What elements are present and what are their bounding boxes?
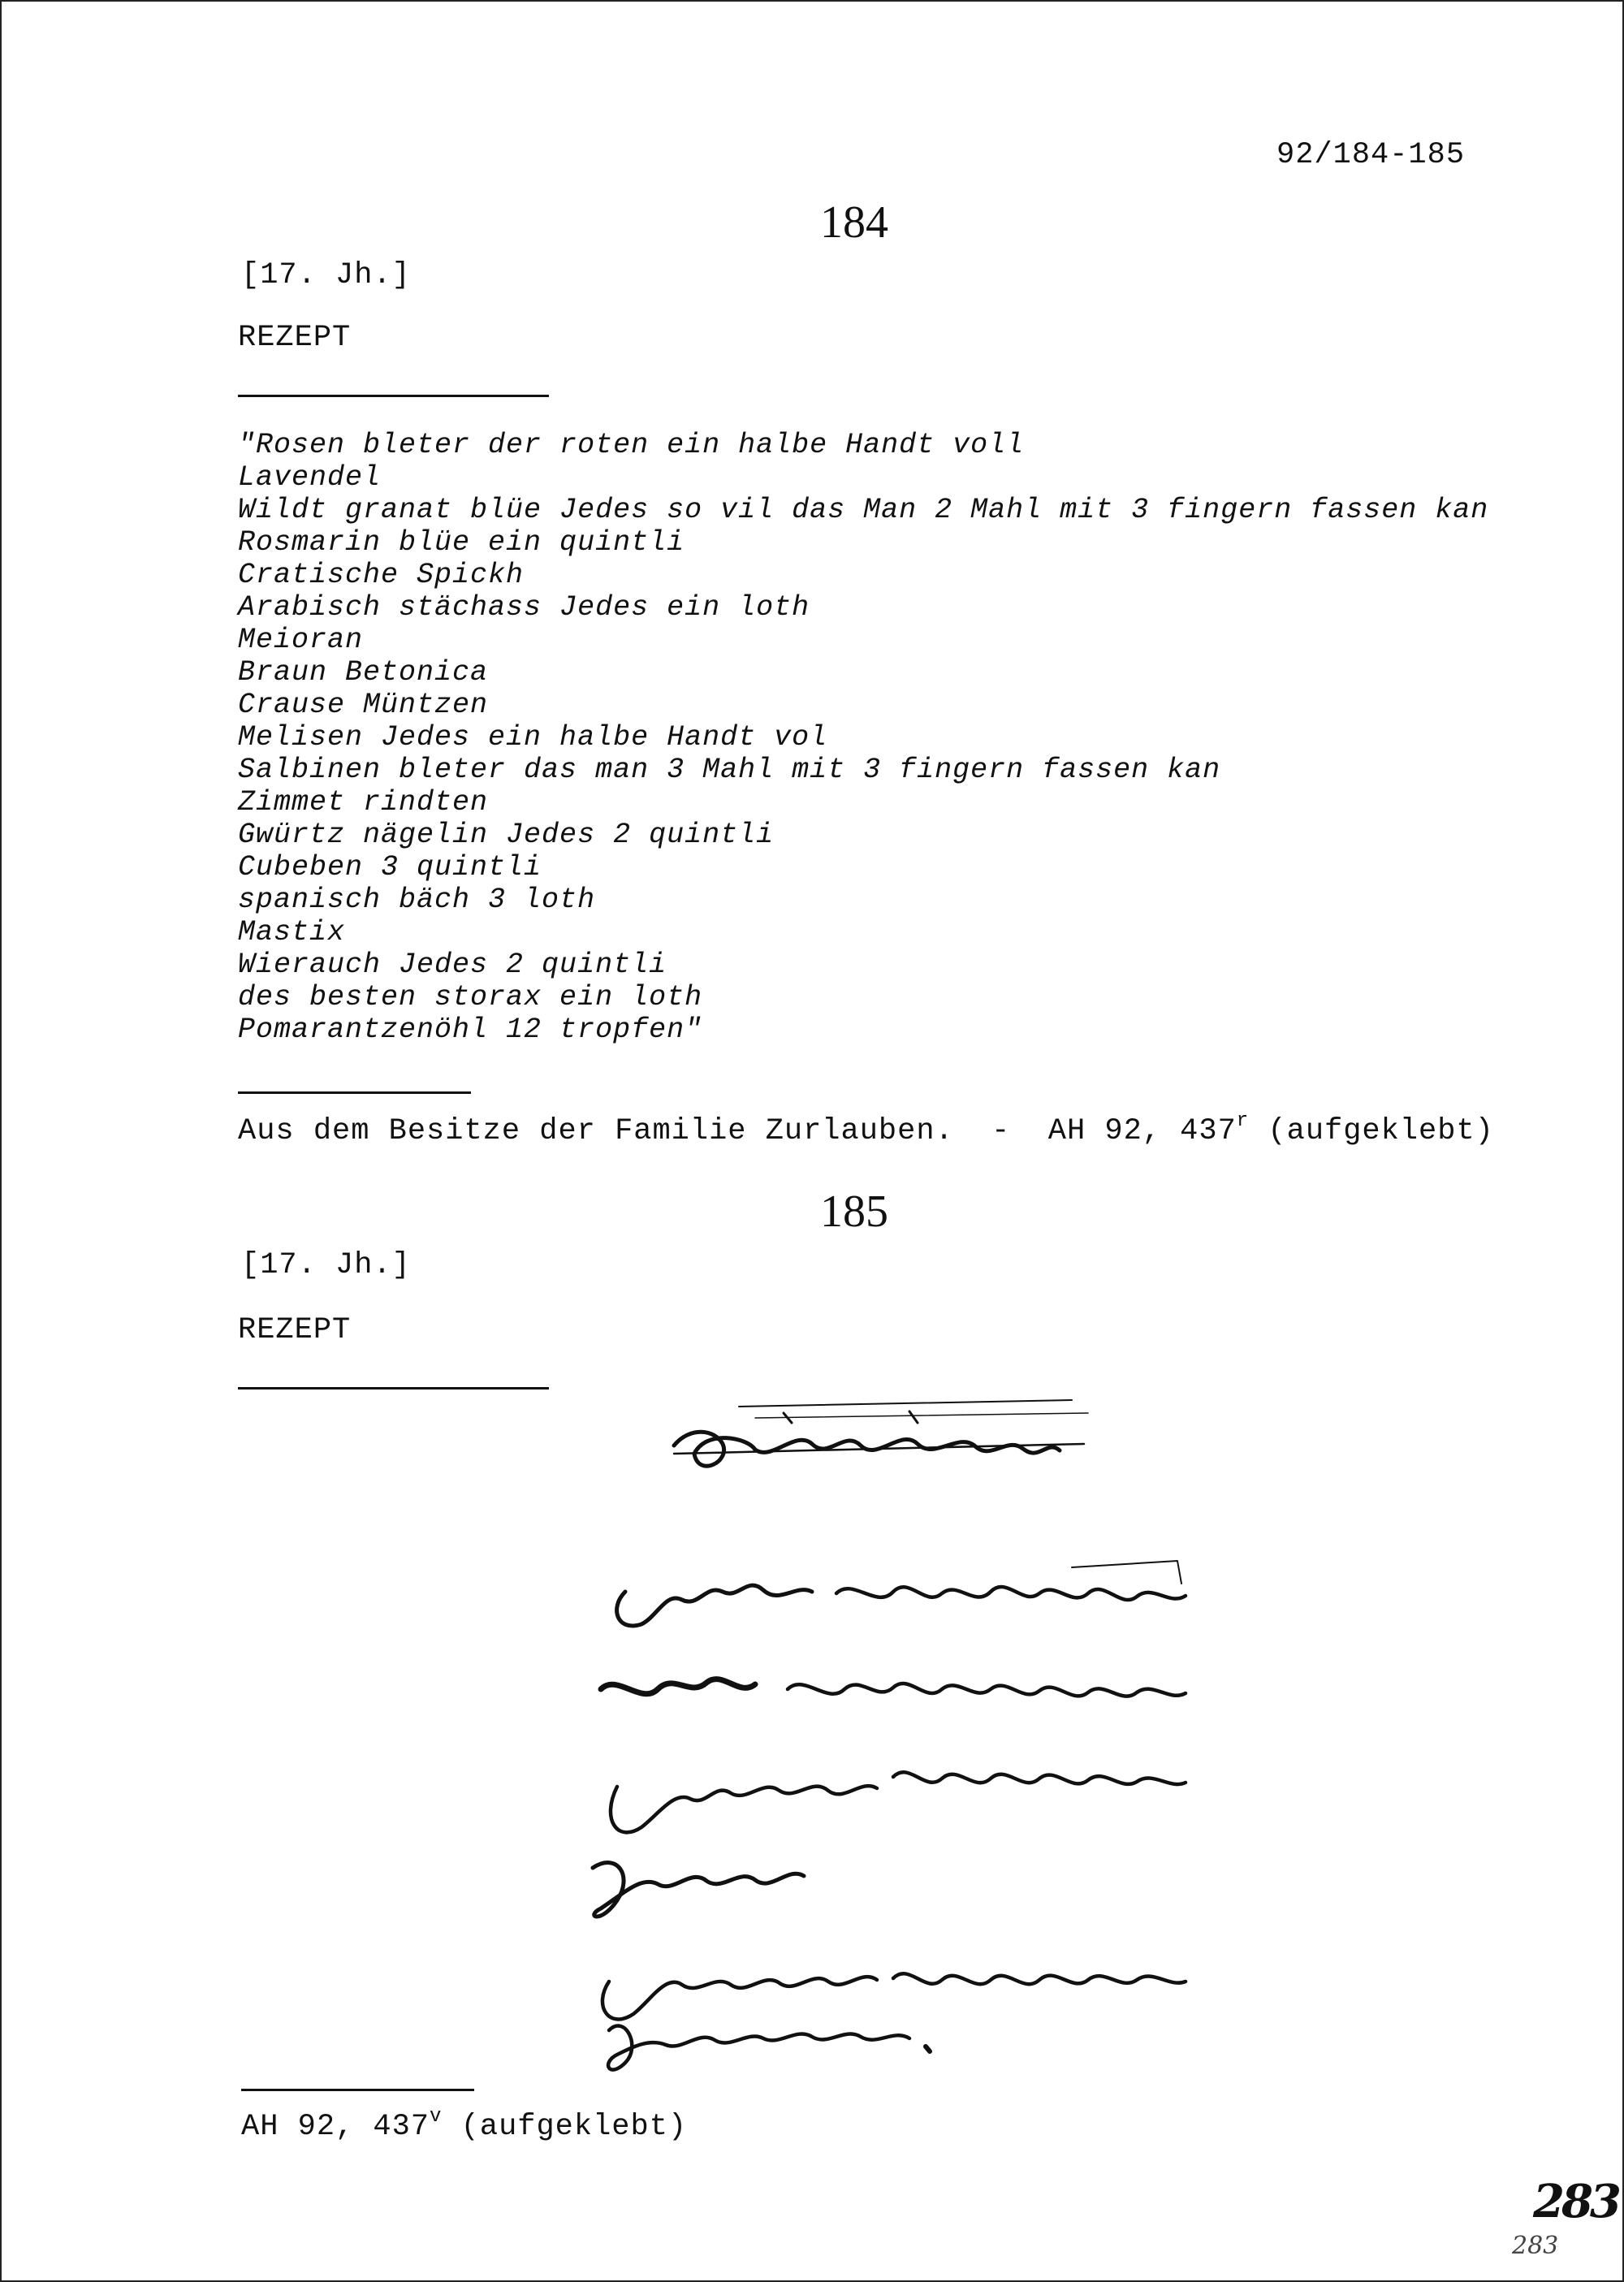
- recipe-line: Lavendel: [238, 461, 382, 494]
- source-note-suffix: (aufgeklebt): [442, 2110, 688, 2144]
- source-note-text: Aus dem Besitze der Familie Zurlauben. - AH 92, 437: [238, 1114, 1237, 1148]
- entry-184-source-note: [238, 1110, 1494, 1148]
- recipe-line: Pomarantzenöhl 12 tropfen": [238, 1014, 703, 1046]
- entry-185-title: REZEPT: [238, 1313, 352, 1347]
- handwritten-manuscript-image: [552, 1348, 1250, 2095]
- entry-184-footnote-rule: [238, 1091, 471, 1094]
- recipe-line: spanisch bäch 3 loth: [238, 884, 596, 916]
- recipe-line: Rosmarin blüe ein quintli: [238, 526, 685, 559]
- folio-side-verso: v: [430, 2106, 443, 2128]
- entry-185-title-rule: [238, 1387, 549, 1390]
- recipe-line: Mastix: [238, 916, 346, 949]
- recipe-line: Salbinen bleter das man 3 Mahl mit 3 fingern fassen kan: [238, 754, 1221, 786]
- recipe-line: Wierauch Jedes 2 quintli: [238, 949, 667, 981]
- source-note-suffix: (aufgeklebt): [1249, 1114, 1494, 1148]
- entry-185-footnote-rule: [241, 2089, 474, 2091]
- recipe-line: Crause Müntzen: [238, 689, 489, 721]
- folio-number-handwritten: 283: [1533, 2175, 1618, 2228]
- entry-184-recipe-text: [238, 429, 1488, 1046]
- entry-184-date: [17. Jh.]: [241, 258, 411, 292]
- entry-185-number: 185: [820, 1186, 888, 1237]
- recipe-line: Wildt granat blüe Jedes so vil das Man 2 Mahl mit 3 fingern fassen kan: [238, 494, 1489, 526]
- entry-185-date: [17. Jh.]: [241, 1248, 411, 1282]
- document-reference: 92/184-185: [1276, 138, 1466, 172]
- folio-side-recto: r: [1236, 1110, 1250, 1132]
- recipe-line: Gwürtz nägelin Jedes 2 quintli: [238, 819, 775, 851]
- recipe-line: Meioran: [238, 624, 364, 656]
- entry-184-title-rule: [238, 395, 549, 397]
- folio-number-pencil: 283: [1512, 2232, 1559, 2260]
- recipe-line: Cratische Spickh: [238, 559, 525, 591]
- source-note-text: AH 92, 437: [241, 2110, 430, 2144]
- recipe-line: Zimmet rindten: [238, 786, 489, 819]
- entry-185-source-note: [241, 2106, 688, 2144]
- entry-184-number: 184: [820, 197, 888, 248]
- recipe-line: Arabisch stächass Jedes ein loth: [238, 591, 810, 624]
- recipe-line: Braun Betonica: [238, 656, 489, 689]
- recipe-line: Melisen Jedes ein halbe Handt vol: [238, 721, 828, 754]
- recipe-line: Cubeben 3 quintli: [238, 851, 542, 884]
- entry-184-title: REZEPT: [238, 321, 352, 355]
- recipe-line: "Rosen bleter der roten ein halbe Handt voll: [238, 429, 1025, 461]
- recipe-line: des besten storax ein loth: [238, 981, 703, 1014]
